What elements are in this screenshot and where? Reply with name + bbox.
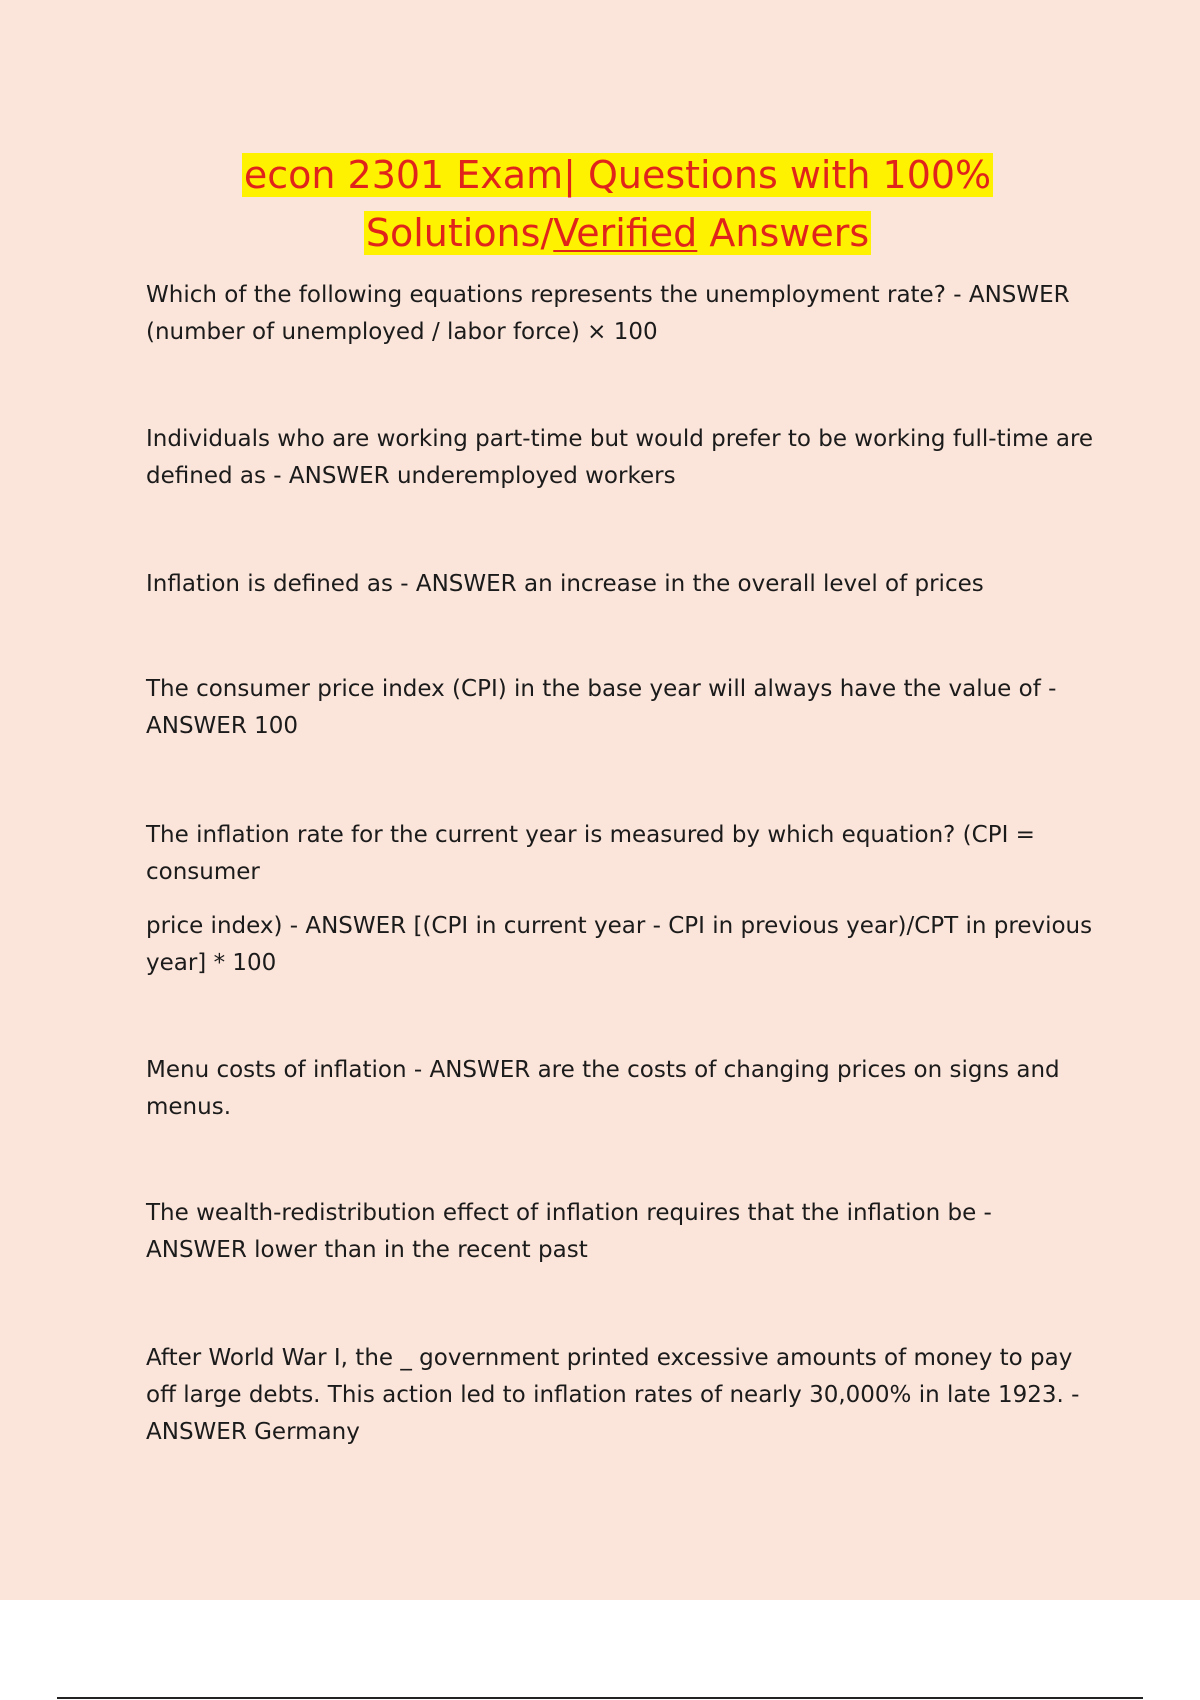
qa-item-9: After World War I, the _ government printed excessive amounts of money to pay off large debts. This action led to inflation rates of nearly 30,000% in late 1923. - ANSWER Germany <box>146 1345 1080 1445</box>
title-line-1: econ 2301 Exam| Questions with 100% <box>243 153 992 197</box>
qa-item-5: The inflation rate for the current year is measured by which equation? (CPI = consumer <box>146 822 1035 885</box>
qa-item-2: Individuals who are working part-time but would prefer to be working full-time are defined as - ANSWER underemployed workers <box>146 426 1094 489</box>
qa-item-6: price index) - ANSWER [(CPI in current year - CPI in previous year)/CPT in previous year] * 100 <box>146 913 1093 976</box>
bottom-divider <box>57 1697 1143 1699</box>
title-line-2 <box>364 211 871 255</box>
qa-item-8: The wealth-redistribution effect of inflation requires that the inflation be - ANSWER lower than in the recent past <box>146 1200 992 1263</box>
qa-item-7: Menu costs of inflation - ANSWER are the costs of changing prices on signs and menus. <box>146 1057 1060 1120</box>
document-title <box>0 146 1200 262</box>
title-line-2-end: Answers <box>697 211 870 255</box>
title-underlined-word: Verified <box>553 211 698 255</box>
title-line-2-start: Solutions/ <box>365 211 554 255</box>
qa-item-3: Inflation is defined as - ANSWER an increase in the overall level of prices <box>146 571 984 597</box>
qa-item-4: The consumer price index (CPI) in the base year will always have the value of - ANSWER 100 <box>146 676 1057 739</box>
qa-item-1: Which of the following equations represents the unemployment rate? - ANSWER (number of unemployed / labor force) × 100 <box>146 282 1070 345</box>
